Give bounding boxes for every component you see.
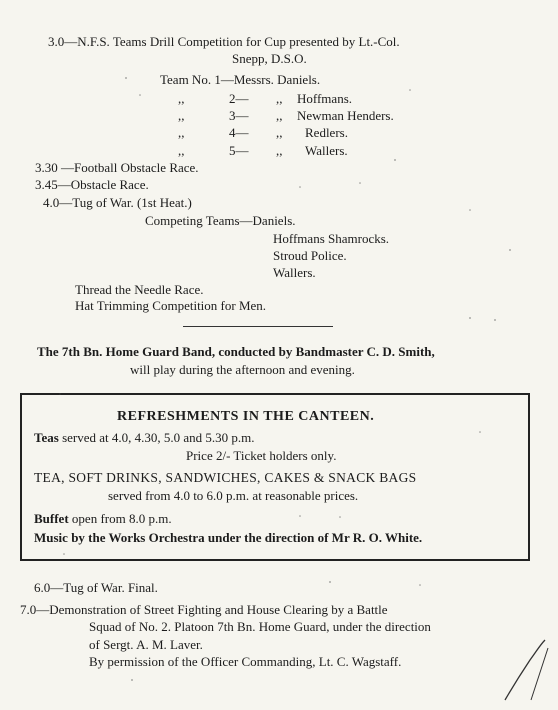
event-hat-trimming: Hat Trimming Competition for Men. xyxy=(75,298,267,313)
event-thread-needle: Thread the Needle Race. xyxy=(75,282,204,297)
team-4-ditto: ,, xyxy=(178,125,185,140)
event-football-obstacle: 3.30 —Football Obstacle Race. xyxy=(35,160,199,175)
demonstration-line-1: 7.0—Demonstration of Street Fighting and House Clearing by a Battle xyxy=(20,602,388,617)
team-5-ditto-2: ,, xyxy=(276,143,283,158)
demonstration-line-3: of Sergt. A. M. Laver. xyxy=(89,637,203,652)
drill-competition-line: 3.0—N.F.S. Teams Drill Competition for Cup presented by Lt.-Col. xyxy=(48,34,400,49)
works-orchestra-line: Music by the Works Orchestra under the direction of Mr R. O. White. xyxy=(34,530,423,545)
team-2-name: Hoffmans. xyxy=(297,91,353,106)
competing-team-wallers: Wallers. xyxy=(273,265,316,280)
demonstration-permission: By permission of the Officer Commanding, Lt. C. Wagstaff. xyxy=(89,654,402,669)
team-4-ditto-2: ,, xyxy=(276,125,283,140)
teas-times: served at 4.0, 4.30, 5.0 and 5.30 p.m. xyxy=(62,430,255,445)
event-tug-of-war-heat: 4.0—Tug of War. (1st Heat.) xyxy=(43,195,192,210)
band-schedule: will play during the afternoon and evening. xyxy=(130,362,355,377)
demonstration-line-2: Squad of No. 2. Platoon 7th Bn. Home Guard, under the direction xyxy=(89,619,431,634)
refreshments-heading: REFRESHMENTS IN THE CANTEEN. xyxy=(117,409,375,424)
event-tug-of-war-final: 6.0—Tug of War. Final. xyxy=(34,580,158,595)
competing-teams: Competing Teams—Daniels. xyxy=(145,213,296,228)
drill-competition-presenter: Snepp, D.S.O. xyxy=(232,51,307,66)
team-3-name: Newman Henders. xyxy=(297,108,394,123)
buffet-label: Buffet xyxy=(34,511,69,526)
team-4-number: 4— xyxy=(229,125,249,140)
refreshment-serving-times: served from 4.0 to 6.0 p.m. at reasonable prices. xyxy=(108,488,359,503)
teas-price: Price 2/- Ticket holders only. xyxy=(186,448,337,463)
band-announcement: The 7th Bn. Home Guard Band, conducted by Bandmaster C. D. Smith, xyxy=(37,344,435,359)
team-3-ditto: ,, xyxy=(178,108,185,123)
competing-team-hoffmans: Hoffmans Shamrocks. xyxy=(273,231,390,246)
team-3-ditto-2: ,, xyxy=(276,108,283,123)
buffet-time: open from 8.0 p.m. xyxy=(71,511,172,526)
team-5-number: 5— xyxy=(229,143,249,158)
team-2-ditto: ,, xyxy=(178,91,185,106)
refreshment-items: TEA, SOFT DRINKS, SANDWICHES, CAKES & SNACK BAGS xyxy=(34,470,417,485)
team-2-number: 2— xyxy=(229,91,249,106)
team-3-number: 3— xyxy=(229,108,249,123)
team-5-ditto: ,, xyxy=(178,143,185,158)
team-5-name: Wallers. xyxy=(305,143,348,158)
event-obstacle-race: 3.45—Obstacle Race. xyxy=(35,177,149,192)
competing-team-stroud: Stroud Police. xyxy=(273,248,347,263)
team-4-name: Redlers. xyxy=(305,125,348,140)
teas-label: Teas xyxy=(34,430,59,445)
team-1: Team No. 1—Messrs. Daniels. xyxy=(160,72,321,87)
team-2-ditto-2: ,, xyxy=(276,91,283,106)
